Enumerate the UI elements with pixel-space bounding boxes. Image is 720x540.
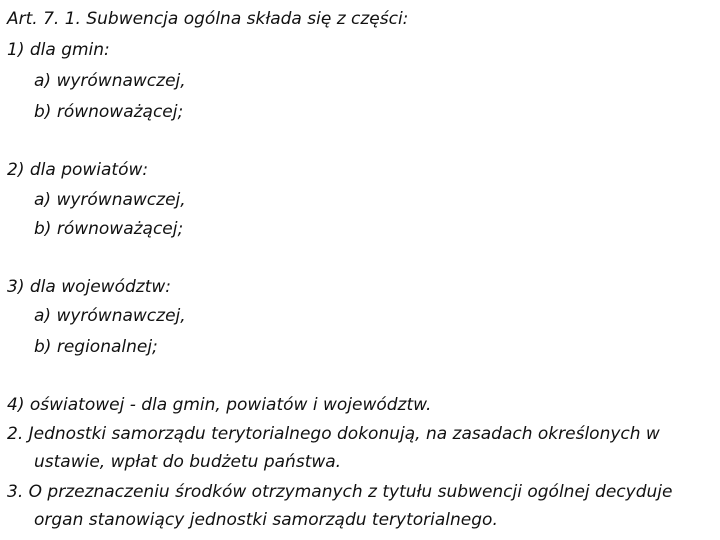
gminy-item-b: b) równoważącej; bbox=[34, 102, 184, 122]
oswiatowa-item: 4) oświatowej - dla gmin, powiatów i województw. bbox=[7, 395, 432, 415]
ust2-line2: ustawie, wpłat do budżetu państwa. bbox=[34, 452, 342, 472]
ust3-line2: organ stanowiący jednostki samorządu terytorialnego. bbox=[34, 510, 498, 530]
powiaty-heading: 2) dla powiatów: bbox=[7, 160, 149, 180]
wojewodztwa-item-a: a) wyrównawczej, bbox=[34, 306, 186, 326]
wojewodztwa-item-b: b) regionalnej; bbox=[34, 337, 158, 357]
gminy-heading: 1) dla gmin: bbox=[7, 40, 110, 60]
wojewodztwa-heading: 3) dla województw: bbox=[7, 277, 171, 297]
ust3-line1: 3. O przeznaczeniu środków otrzymanych z tytułu subwencji ogólnej decyduje bbox=[7, 482, 673, 502]
ust2-line1: 2. Jednostki samorządu terytorialnego dokonują, na zasadach określonych w bbox=[7, 424, 660, 444]
powiaty-item-a: a) wyrównawczej, bbox=[34, 190, 186, 210]
article-heading: Art. 7. 1. Subwencja ogólna składa się z części: bbox=[7, 9, 409, 29]
powiaty-item-b: b) równoważącej; bbox=[34, 219, 184, 239]
gminy-item-a: a) wyrównawczej, bbox=[34, 71, 186, 91]
